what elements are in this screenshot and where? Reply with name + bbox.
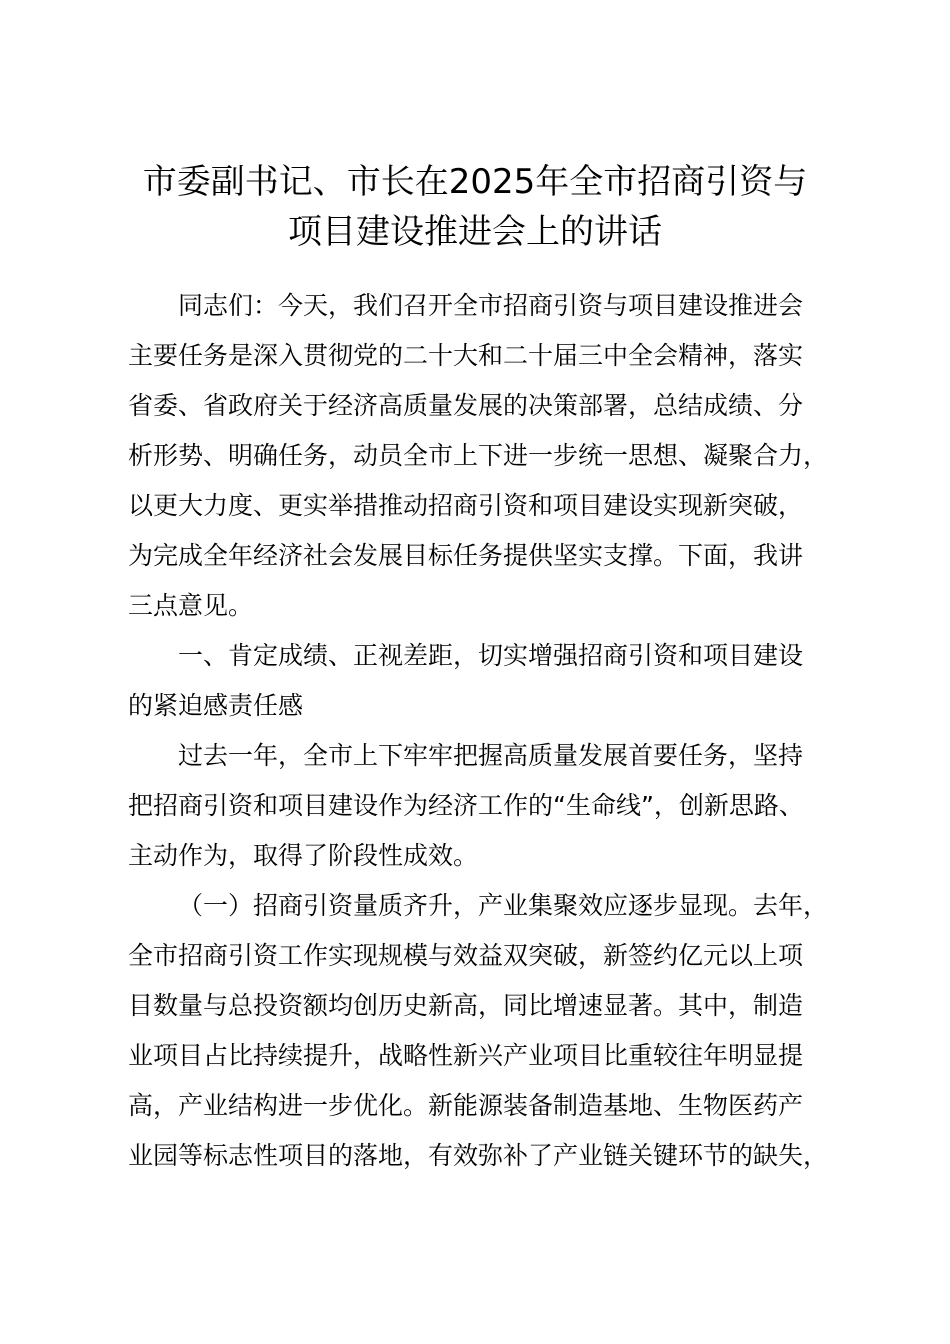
body-line: 主动作为，取得了阶段性成效。: [128, 841, 479, 870]
section-heading-line: 一、肯定成绩、正视差距，切实增强招商引资和项目建设: [178, 641, 804, 670]
body-line: 省委、省政府关于经济高质量发展的决策部署，总结成绩、分: [128, 391, 804, 420]
body-line: 同志们：今天，我们召开全市招商引资与项目建设推进会: [178, 291, 804, 320]
document-title-line-2: 项目建设推进会上的讲话: [288, 212, 662, 252]
body-line: （一）招商引资量质齐升，产业集聚效应逐步显现。去年，: [178, 891, 829, 920]
body-line: 主要任务是深入贯彻党的二十大和二十届三中全会精神，落实: [128, 341, 804, 370]
body-line: 业园等标志性项目的落地，有效弥补了产业链关键环节的缺失，: [128, 1141, 829, 1170]
body-line: 业项目占比持续提升，战略性新兴产业项目比重较往年明显提: [128, 1041, 804, 1070]
body-line: 全市招商引资工作实现规模与效益双突破，新签约亿元以上项: [128, 941, 804, 970]
body-line: 高，产业结构进一步优化。新能源装备制造基地、生物医药产: [128, 1091, 804, 1120]
body-line: 过去一年，全市上下牢牢把握高质量发展首要任务，坚持: [178, 741, 804, 770]
body-line: 三点意见。: [128, 591, 254, 620]
body-line: 把招商引资和项目建设作为经济工作的“生命线”，创新思路、: [128, 791, 804, 820]
section-heading-line: 的紧迫感责任感: [128, 691, 304, 720]
body-line: 以更大力度、更实举措推动招商引资和项目建设实现新突破，: [128, 491, 804, 520]
body-line: 为完成全年经济社会发展目标任务提供坚实支撑。下面，我讲: [128, 541, 804, 570]
body-line: 析形势、明确任务，动员全市上下进一步统一思想、凝聚合力，: [128, 441, 829, 470]
document-title-line-1: 市委副书记、市长在2025年全市招商引资与: [142, 162, 808, 202]
body-line: 目数量与总投资额均创历史新高，同比增速显著。其中，制造: [128, 991, 804, 1020]
